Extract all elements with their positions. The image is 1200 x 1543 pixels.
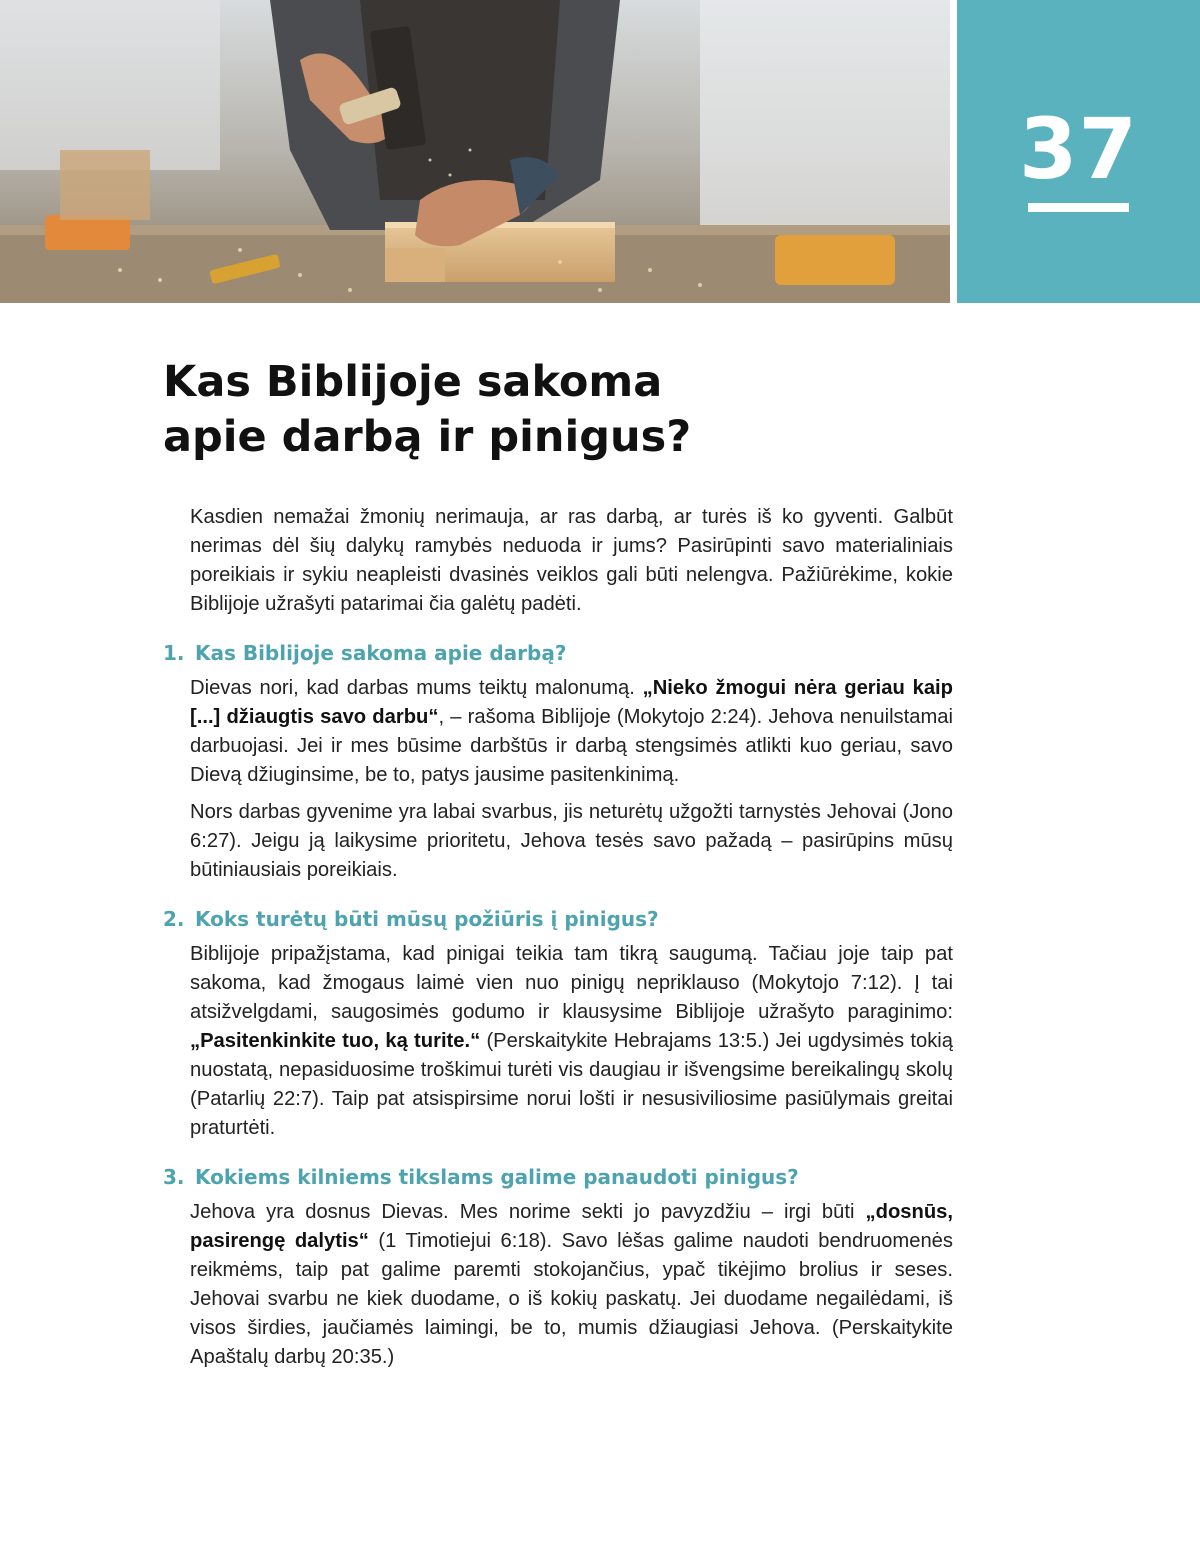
section-3-question xyxy=(163,1165,953,1189)
section-1-text-a: Dievas nori, kad darbas mums teiktų malonumą. xyxy=(190,677,643,699)
section-3-quote: „dosnūs, pasirengę dalytis“ xyxy=(190,1201,953,1252)
lesson-content xyxy=(163,503,953,1372)
section-2-text-b: (Perskaitykite Hebrajams 13:5.) Jei ugdysimės tokią nuostatą, nepasiduosime troškimui turėti vis daugiau ir išvengsime bereikalingų skolų (Patarlių 22:7). Taip pat atsispirsime norui lošti ir nesusiviliosime pasiūlymais greitai praturtėti. xyxy=(190,1030,953,1139)
section-1-question-text: Kas Biblijoje sakoma apie darbą? xyxy=(194,641,567,665)
lesson-number-tab xyxy=(957,0,1200,303)
section-3-number: 3. xyxy=(163,1165,185,1189)
section-1 xyxy=(163,641,953,885)
section-3-question-text: Kokiems kilniems tikslams galime panaudoti pinigus? xyxy=(194,1165,799,1189)
title-line-1: Kas Biblijoje sakoma xyxy=(163,357,663,407)
section-1-paragraph-2: Nors darbas gyvenime yra labai svarbus, jis neturėtų užgožti tarnystės Jehovai (Jono 6:27). Jeigu ją laikysime prioritetu, Jehova tesės savo pažadą – pasirūpins mūsų būtiniausiais poreikiais. xyxy=(190,801,953,881)
title-line-2: apie darbą ir pinigus? xyxy=(163,412,692,462)
section-2-quote: „Pasitenkinkite tuo, ką turite.“ xyxy=(190,1030,481,1052)
section-2-question-text: Koks turėtų būti mūsų požiūris į pinigus? xyxy=(194,907,659,931)
section-3-paragraph-1 xyxy=(190,1198,953,1372)
page-title xyxy=(163,355,883,465)
lesson-number: 37 xyxy=(1019,100,1138,198)
lesson-number-underline xyxy=(1028,203,1129,212)
section-2-text-a: Biblijoje pripažįstama, kad pinigai teikia tam tikrą saugumą. Tačiau joje taip pat sakoma, kad žmogaus laimė vien nuo pinigų nepriklauso (Mokytojo 7:12). Į tai atsižvelgdami, saugosimės godumo ir klausysime Biblijoje užrašyto paraginimo: xyxy=(190,943,953,1023)
section-3 xyxy=(163,1165,953,1372)
carpenter-hammering-photo-icon xyxy=(0,0,950,303)
section-1-paragraph-1 xyxy=(190,674,953,790)
section-3-text-b: (1 Timotiejui 6:18). Savo lėšas galime naudoti bendruomenės reikmėms, taip pat galime paremti stokojančius, ypač tikėjimo brolius ir seses. Jehovai svarbu ne kiek duodame, o iš kokių paskatų. Jei duodame negailėdami, iš visos širdies, jaučiamės laimingi, be to, mumis džiaugiasi Jehova. (Perskaitykite Apaštalų darbų 20:35.) xyxy=(190,1230,953,1368)
section-2-paragraph-1 xyxy=(190,940,953,1143)
section-3-text-a: Jehova yra dosnus Dievas. Mes norime sekti jo pavyzdžiu – irgi būti xyxy=(190,1201,866,1223)
section-1-text-b: , – rašoma Biblijoje (Mokytojo 2:24). Jehova nenuilstamai darbuojasi. Jei ir mes būsime darbštūs ir darbą stengsimės atlikti kuo geriau, savo Dievą džiuginsime, be to, patys jausime pasitenkinimą. xyxy=(190,706,954,786)
section-2-number: 2. xyxy=(163,907,185,931)
section-1-question xyxy=(163,641,953,665)
header-photo xyxy=(0,0,950,303)
section-2-question xyxy=(163,907,953,931)
section-2 xyxy=(163,907,953,1143)
section-1-quote: „Nieko žmogui nėra geriau kaip [...] džiaugtis savo darbu“ xyxy=(190,677,953,728)
section-1-number: 1. xyxy=(163,641,185,665)
intro-paragraph: Kasdien nemažai žmonių nerimauja, ar ras darbą, ar turės iš ko gyventi. Galbūt nerimas dėl šių dalykų ramybės neduoda ir jums? Pasirūpinti savo materialiniais poreikiais ir sykiu neapleisti dvasinės veiklos gali būti nelengva. Pažiūrėkime, kokie Biblijoje užrašyti patarimai čia galėtų padėti. xyxy=(190,506,953,615)
